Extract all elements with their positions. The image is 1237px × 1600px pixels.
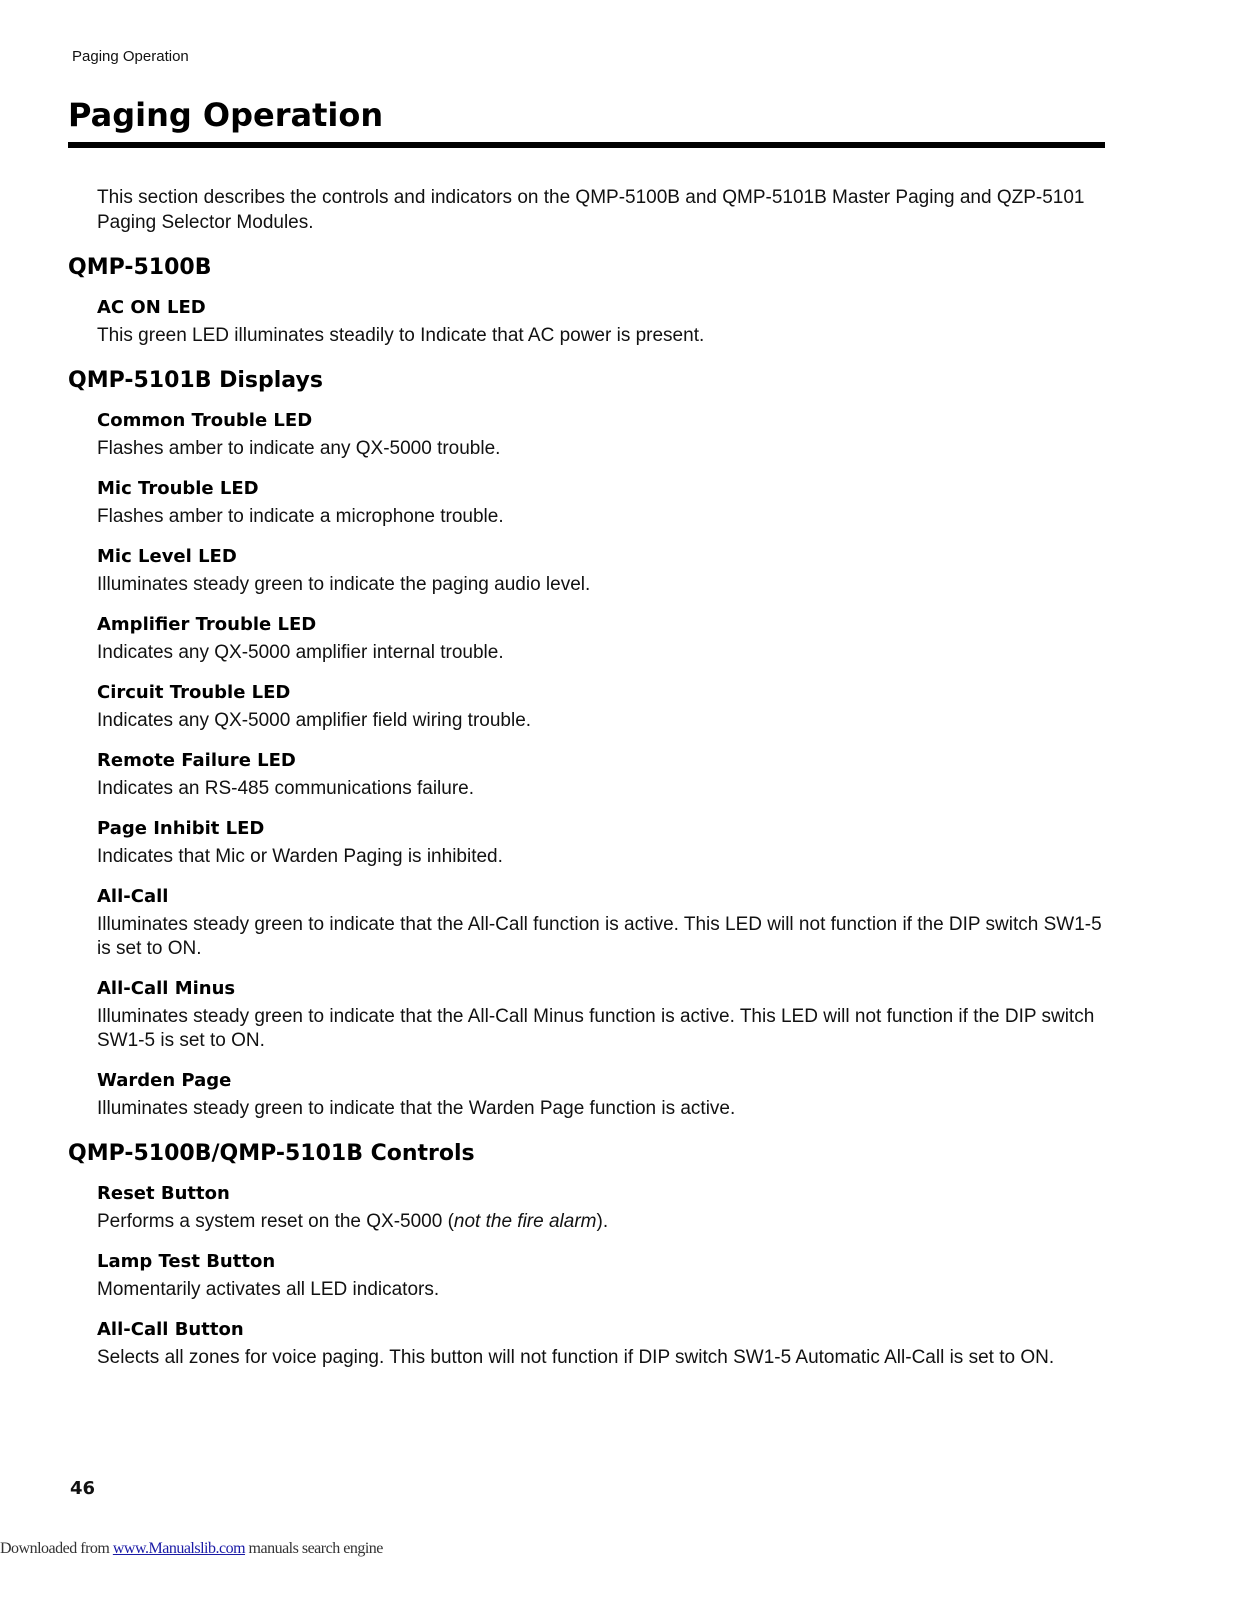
entry-heading: Page Inhibit LED — [97, 818, 265, 839]
entry-text: Indicates that Mic or Warden Paging is inhibited. — [97, 846, 503, 867]
entry-heading: Remote Failure LED — [97, 750, 296, 771]
entry-text: Illuminates steady green to indicate that the Warden Page function is active. — [97, 1098, 736, 1119]
entry-heading: Amplifier Trouble LED — [97, 614, 317, 635]
section-qmp-5101b-displays — [68, 368, 1108, 1121]
entry-amplifier-trouble-led — [97, 613, 1108, 665]
entry-page-inhibit-led — [97, 817, 1108, 869]
section-heading: QMP-5100B/QMP-5101B Controls — [68, 1141, 475, 1166]
entry-text: Selects all zones for voice paging. This button will not function if DIP switch SW1-5 Automatic All-Call is set to ON. — [97, 1347, 1055, 1368]
entry-text — [97, 1210, 1108, 1234]
entry-warden-page — [97, 1069, 1108, 1121]
entry-text: Indicates any QX-5000 amplifier field wiring trouble. — [97, 710, 532, 731]
entry-all-call-button — [97, 1318, 1108, 1370]
entry-mic-trouble-led — [97, 477, 1108, 529]
footer-suffix: manuals search engine — [245, 1540, 383, 1557]
entry-ac-on-led — [97, 296, 1108, 348]
footer-prefix: Downloaded from — [0, 1540, 113, 1557]
entry-common-trouble-led — [97, 409, 1108, 461]
entry-text: This green LED illuminates steadily to Indicate that AC power is present. — [97, 325, 705, 346]
entry-text: Momentarily activates all LED indicators. — [97, 1279, 440, 1300]
entry-text: Indicates an RS-485 communications failure. — [97, 778, 475, 799]
entry-text-before: Performs a system reset on the QX-5000 ( — [97, 1211, 454, 1232]
entry-heading: Lamp Test Button — [97, 1251, 276, 1272]
entry-heading: AC ON LED — [97, 297, 206, 318]
entry-all-call — [97, 885, 1108, 961]
entry-text-after: ). — [596, 1211, 609, 1232]
section-qmp-5100b — [68, 255, 1108, 348]
entry-circuit-trouble-led — [97, 681, 1108, 733]
entry-text: Illuminates steady green to indicate that the All-Call function is active. This LED will not function if the DIP switch SW1-5 is set to ON. — [97, 914, 1102, 959]
intro-paragraph: This section describes the controls and indicators on the QMP-5100B and QMP-5101B Master Paging and QZP-5101 Paging Selector Modules. — [97, 187, 1085, 233]
entry-text: Flashes amber to indicate a microphone trouble. — [97, 506, 504, 527]
entry-text: Flashes amber to indicate any QX-5000 trouble. — [97, 438, 501, 459]
entry-heading: Mic Level LED — [97, 546, 237, 567]
page-title: Paging Operation — [68, 96, 384, 134]
section-heading: QMP-5101B Displays — [68, 368, 323, 393]
entry-reset-button — [97, 1182, 1108, 1234]
entry-remote-failure-led — [97, 749, 1108, 801]
section-heading: QMP-5100B — [68, 255, 212, 280]
entry-heading: Common Trouble LED — [97, 410, 313, 431]
page-number: 46 — [70, 1478, 96, 1499]
entry-lamp-test-button — [97, 1250, 1108, 1302]
manualslib-link[interactable]: www.Manualslib.com — [112, 1540, 246, 1557]
download-footer — [0, 1540, 383, 1558]
section-controls — [68, 1141, 1108, 1370]
page-content — [68, 185, 1108, 1386]
entry-heading: Warden Page — [97, 1070, 232, 1091]
entry-heading: All-Call Button — [97, 1319, 244, 1340]
entry-text-italic: not the fire alarm — [453, 1211, 597, 1232]
entry-heading: Mic Trouble LED — [97, 478, 259, 499]
entry-mic-level-led — [97, 545, 1108, 597]
entry-heading: All-Call — [97, 886, 169, 907]
running-header: Paging Operation — [72, 48, 189, 65]
title-rule — [68, 142, 1105, 148]
entry-text: Illuminates steady green to indicate that the All-Call Minus function is active. This LED will not function if the DIP switch SW1-5 is set to ON. — [97, 1006, 1095, 1051]
entry-all-call-minus — [97, 977, 1108, 1053]
entry-heading: All-Call Minus — [97, 978, 236, 999]
entry-heading: Circuit Trouble LED — [97, 682, 291, 703]
entry-text: Illuminates steady green to indicate the paging audio level. — [97, 574, 591, 595]
entry-heading: Reset Button — [97, 1183, 230, 1204]
entry-text: Indicates any QX-5000 amplifier internal trouble. — [97, 642, 504, 663]
